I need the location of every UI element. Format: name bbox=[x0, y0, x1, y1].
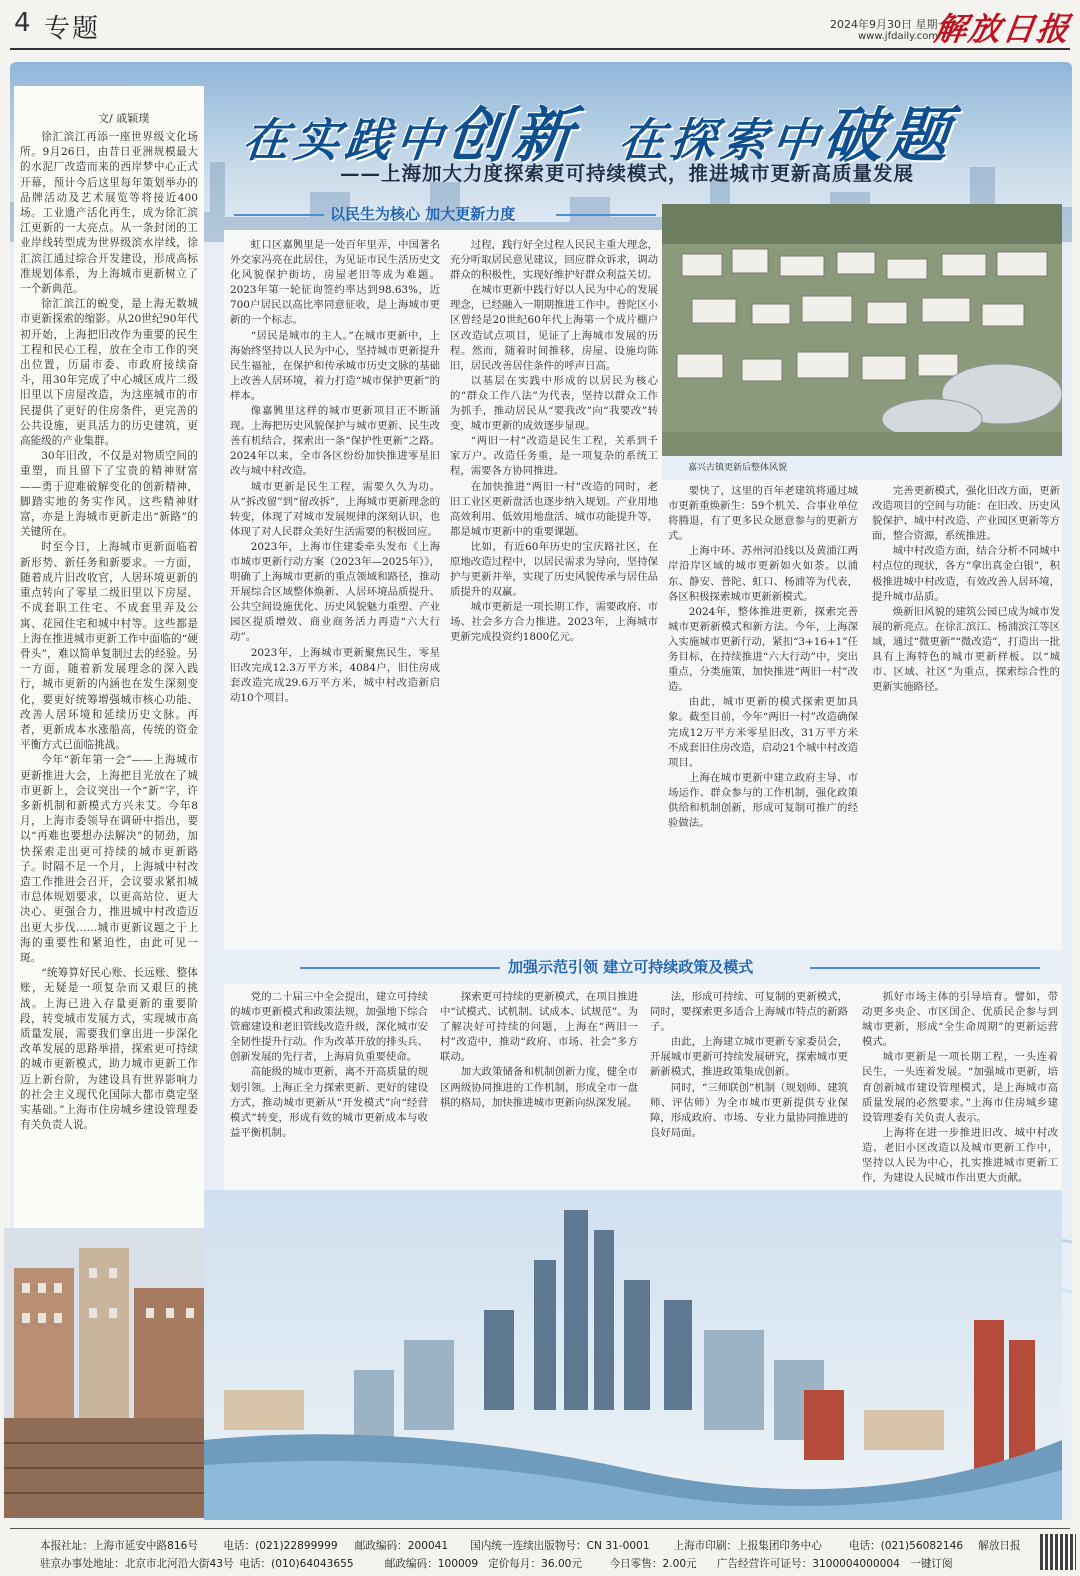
paragraph: 30年旧改，不仅是对物质空间的重塑，而且留下了宝贵的精神财富——勇于迎难破解变化的创新精神，脚踏实地的务实作风。这些精神财富，亦是上海城市更新走出“新路”的关键所在。 bbox=[20, 450, 198, 539]
left-column-text bbox=[20, 130, 198, 1133]
footer-address: 本报社址：上海市延安中路816号 bbox=[40, 1540, 198, 1552]
website-url[interactable]: www.jfdaily.com bbox=[858, 31, 939, 42]
footer-monthly-price: 定价每月：36.00元 bbox=[488, 1558, 583, 1570]
footer-retail-price: 今日零售：2.00元 bbox=[609, 1558, 697, 1570]
headline-part1a: 在实践中 bbox=[240, 113, 450, 167]
paragraph: 时至今日，上海城市更新面临着新形势、新任务和新要求。一方面，随着成片旧改收官，人居环境更新的重点转向了零星二级旧里以下房屋、不成套职工住宅、不成套里弄及公寓、花园住宅和城中村等。这些都是上海在推进城市更新工作中面临的“硬骨头”，难以简单复制过去的经验。另一方面，随着新发展理念的深入践行，城市更新的内涵也在发生深刻变化，要更好统筹增强城市核心功能、改善人居环境和延续历史文脉。再者，更新成本水涨船高，传统的资金平衡方式已面临挑战。 bbox=[20, 541, 198, 752]
headline-part2b: 破题 bbox=[819, 101, 958, 171]
paragraph: 加大政策储备和机制创新力度，健全市区两级协同推进的工作机制，形成全市一盘棋的格局，加快推进城市更新向纵深发展。 bbox=[440, 1066, 638, 1109]
paragraph: 党的二十届三中全会提出，建立可持续的城市更新模式和政策法规，加强地下综合管廊建设和老旧管线改造升级，深化城市安全韧性提升行动。作为改革开放的排头兵、创新发展的先行者，上海肩负重要使命。 bbox=[230, 991, 428, 1064]
paragraph: 城市更新是一项长期工作，需要政府、市场、社会多方合力推进。2023年，上海城市更新完成投资约1800亿元。 bbox=[450, 601, 658, 644]
paragraph: 同时，“三师联创”机制（规划师、建筑师、评估师）为全市城市更新提供专业保障，形成政府、市场、专业力量协同推进的良好局面。 bbox=[650, 1081, 848, 1139]
paragraph: 城市更新是一项长期工程，一头连着民生，一头连着发展。“加强城市更新，培育创新城市建设管理模式，是上海城市高质量发展的必然要求。”上海市住房城乡建设管理委有关负责人表示。 bbox=[862, 1051, 1058, 1124]
bottom-rule bbox=[10, 1528, 1070, 1529]
paragraph: 高能级的城市更新，离不开高质量的规划引领。上海正全力探索更新、更好的建设方式，推动城市更新从“开发模式”向“经营模式”转变，形成有效的城市更新成本与收益平衡机制。 bbox=[230, 1066, 428, 1139]
headline-part1b: 创新 bbox=[443, 101, 582, 171]
paragraph: 上海将在进一步推进旧改、城中村改造、老旧小区改造以及城市更新工作中，坚持以人民为中心，扎实推进城市更新工作，为建设人民城市作出更大贡献。 bbox=[862, 1126, 1058, 1185]
publication-date: 2024年9月30日 星期一 bbox=[830, 18, 949, 31]
footer-beijing-office: 驻京办事处地址：北京市北河沿大街43号 bbox=[40, 1558, 234, 1570]
paragraph: 比如，有近60年历史的宝庆路社区，在原地改造过程中，以居民需求为导向，坚持保护与更新并举，实现了历史风貌传承与居住品质提升的双赢。 bbox=[450, 540, 658, 599]
masthead bbox=[0, 0, 1080, 52]
footer bbox=[0, 1532, 1080, 1576]
headline-part2a: 在探索中 bbox=[616, 113, 826, 167]
ancient-town-aerial-photo bbox=[662, 204, 1062, 456]
paragraph: “两旧一村”改造是民生工程，关系到千家万户。改造任务重，是一项复杂的系统工程，需要各方协同推进。 bbox=[450, 435, 658, 478]
paragraph: 探索更可持续的更新模式，在项目推进中“试模式、试机制、试成本、试规范”。为了解决好可持续的问题，上海在“两旧一村”改造中，推动“政府、市场、社会”多方联动。 bbox=[440, 991, 638, 1064]
footer-brand: 解放日报 bbox=[978, 1540, 1021, 1552]
subtitle: ——上海加大力度探索更可持续模式，推进城市更新高质量发展 bbox=[340, 162, 915, 185]
section-rule bbox=[300, 967, 500, 969]
paragraph: “统筹算好民心账、长远账、整体账，无疑是一项复杂而又艰巨的挑战。上海已进入存量更新的重要阶段，转变城市发展方式，实现城市高质量发展，需要我们拿出进一步深化改革发展的思路举措，探索更可持续的城市更新模式，助力城市更新工作迈上新台阶，为建设具有世界影响力的社会主义现代化国际大都市奠定坚实基础。”上海市住房城乡建设管理委有关负责人说。 bbox=[20, 967, 198, 1132]
paragraph: 以基层在实践中形成的以居民为核心的“群众工作八法”为代表，坚持以群众工作为抓手，推动居民从“要我改”向“我要改”转变，城市更新的成效逐步显现。 bbox=[450, 374, 658, 433]
footer-row-2 bbox=[40, 1556, 990, 1571]
paragraph: 上海中环、苏州河沿线以及黄浦江两岸沿岸区域的城市更新如火如荼。以浦东、静安、普陀、虹口、杨浦等为代表，各区积极探索城市更新新模式。 bbox=[668, 545, 858, 603]
paragraph: 徐汇滨江的蜕变，是上海无数城市更新探索的缩影。从20世纪90年代初开始，上海把旧改作为重要的民生工程和民心工程，放在全市工作的突出位置，历届市委、市政府接续奋斗，用30年完成了中心城区成片二级旧里以下房屋改造，为这座城市的市民提供了更好的住房条件，更完善的公共设施，更具活力的历史建筑，更高能级的产业集群。 bbox=[20, 298, 198, 448]
paragraph: 2023年，上海城市更新聚焦民生，零星旧改完成12.3万平方米，4084户，旧住房成套改造完成29.6万平方米，城中村改造新启动10个项目。 bbox=[230, 646, 440, 704]
footer-printer: 上海市印刷：上报集团印务中心 bbox=[673, 1540, 822, 1552]
section-rule bbox=[556, 214, 656, 216]
section-rule bbox=[234, 214, 324, 216]
paragraph: 由此，城市更新的模式探索更加具象。截至目前，今年“两旧一村”改造确保完成12万平方米零星旧改，31万平方米不成套旧住房改造，启动21个城中村改造项目。 bbox=[668, 696, 858, 769]
paragraph: 抓好市场主体的引导培育。譬如，带动更多央企、市区国企、优质民企参与到城市更新，形成“全生命周期”的更新运营模式。 bbox=[862, 991, 1058, 1049]
section2-column-1 bbox=[230, 990, 428, 1190]
paragraph: 在城市更新中践行好以人民为中心的发展理念，已经融入一期期推进工作中。普陀区小区曾经是20世纪60年代上海第一个成片棚户区改造试点项目，见证了上海城市发展的历程。然而，随着时间推移，房屋、设施均陈旧，居民改善居住条件的呼声日高。 bbox=[450, 284, 658, 372]
byline: 文/ 戚颖璞 bbox=[98, 112, 150, 125]
paragraph: 由此，上海建立城市更新专家委员会，开展城市更新可持续发展研究，探索城市更新新模式，推进政策集成创新。 bbox=[650, 1036, 848, 1079]
section1-column-3 bbox=[668, 484, 858, 946]
paragraph: 徐汇滨江再添一座世界级文化场所。9月26日，由昔日亚洲规模最大的水泥厂改造而来的西岸梦中心正式开幕，预计今后这里每年策划举办的品牌活动及艺术展览等将接近400场。工业遗产活化再生，成为徐汇滨江更新的一大亮点。从一条封闭的工业岸线转型成为世界级滨水岸线，徐汇滨江通过综合开发建设，形成高标准规划体系，为上海城市更新树立了一个新典范。 bbox=[20, 131, 198, 296]
footer-beijing-postcode: 邮政编码：100009 bbox=[384, 1558, 479, 1570]
footer-serial: 国内统一连续出版物号：CN 31-0001 bbox=[470, 1540, 650, 1552]
footer-subscribe[interactable]: 一键订阅 bbox=[910, 1558, 953, 1570]
paragraph: 在加快推进“两旧一村”改造的同时，老旧工业区更新盘活也逐步纳入规划。产业用地高效利用、低效用地盘活、城市功能提升等，都是城市更新中的重要课题。 bbox=[450, 480, 658, 538]
section-name: 专题 bbox=[44, 14, 101, 44]
paragraph: 虹口区嘉興里是一处百年里弄，中国著名外交家冯亮在此居住，为见证市民生活历史文化风貌保护街坊，房屋老旧等成为难题。2023年第一轮征询签约率达到98.63%，近700户居民以高比率同意征收，是上海城市更新的一个标志。 bbox=[230, 239, 440, 327]
paragraph: 过程，践行好全过程人民民主重大理念，充分听取居民意见建议，回应群众诉求，调动群众的积极性，实现好维护好群众利益关切。 bbox=[450, 239, 658, 282]
paragraph: 2023年，上海市住建委牵头发布《上海市城市更新行动方案（2023年—2025年）》，明确了上海城市更新的重点领域和路径，推动开展综合区域整体焕新、人居环境品质提升、公共空间设施优化、历史风貌魅力重塑、产业园区提质增效、商业商务活力再造“六大行动”。 bbox=[230, 540, 440, 644]
paragraph: 法，形成可持续、可复制的更新模式，同时，要探索更多适合上海城市特点的新路子。 bbox=[650, 991, 848, 1034]
section-rule bbox=[810, 967, 1040, 969]
section1-heading: 以民生为核心 加大更新力度 bbox=[330, 205, 516, 223]
section1-column-2 bbox=[450, 238, 658, 948]
paragraph: 焕新旧风貌的建筑公园已成为城市发展的新亮点。在徐汇滨江、杨浦滨江等区域，通过“微更新”“微改造”，打造出一批具有上海特色的城市更新样板。以“城市、区域、社区”为重点，探索综合性的更新实施路径。 bbox=[872, 605, 1060, 694]
paragraph: 2024年，整体推进更新，探索完善城市更新新模式和新方法。今年，上海深入实施城市更新行动，紧扣“3+16+1”任务目标，在持续推进“六大行动”中，突出重点，分类施策，加快推进“两旧一村”改造。 bbox=[668, 605, 858, 694]
city-skyline-photo bbox=[204, 1190, 1062, 1520]
paragraph: “居民是城市的主人。”在城市更新中，上海始终坚持以人民为中心，坚持城市更新提升民生福祉，在保护和传承城市历史文脉的基础上改善人居环境，着力打造“城市保护更新”的样本。 bbox=[230, 329, 440, 402]
left-building-illustration bbox=[4, 1228, 210, 1518]
footer-beijing-phone: 电话：(010)64043655 bbox=[239, 1558, 354, 1570]
footer-ad-license: 广告经营许可证号：3100004000004 bbox=[716, 1558, 900, 1570]
section2-column-2 bbox=[440, 990, 638, 1190]
footer-printer-phone: 电话：(021)56082146 bbox=[848, 1540, 964, 1552]
paragraph: 要快了，这里的百年老建筑将通过城市更新重焕新生：59个机关、合事业单位将腾退，有了更多民众愿意参与的更新方式。 bbox=[668, 485, 858, 543]
paragraph: 今年“新年第一会”——上海城市更新推进大会，上海把目光放在了城市更新上，会议突出一个“新”字，许多新机制和新模式方兴未艾。今年8月，上海市委领导在调研中指出，要以“再难也要想办法解决”的韧劲，加快探索走出更可持续的城市更新路子。时隔不足一个月，上海城中村改造工作推进会召开，会议要求紧扣城市总体规划要求，以更高站位、更大决心、更强合力，推进城中村改造迈出更大步伐……城市更新议题之于上海的重要性和紧迫性，由此可见一斑。 bbox=[20, 754, 198, 964]
photo-caption: 嘉兴古镇更新后整体风貌 bbox=[688, 463, 788, 473]
paragraph: 完善更新模式，强化旧改方面，更新改造项目的空间与功能：在旧改、历史风貌保护、城中村改造、产业园区更新等方面，整合资源，系统推进。 bbox=[872, 485, 1060, 543]
section1-column-1 bbox=[230, 238, 440, 948]
page-number: 4 bbox=[14, 8, 31, 38]
qr-code[interactable] bbox=[1040, 1534, 1076, 1570]
top-rule bbox=[10, 48, 1070, 50]
newspaper-logo: 解放日报 bbox=[932, 10, 1074, 48]
footer-postcode: 邮政编码：200041 bbox=[354, 1540, 449, 1552]
paragraph: 城市更新是民生工程，需要久久为功。从“拆改留”到“留改拆”，上海城市更新理念的转变，体现了对城市发展规律的深刻认识，也体现了对人民群众美好生活需要的积极回应。 bbox=[230, 480, 440, 538]
section1-column-4 bbox=[872, 484, 1060, 946]
footer-row-1 bbox=[40, 1538, 1021, 1553]
section2-column-3 bbox=[650, 990, 848, 1190]
paragraph: 像嘉興里这样的城市更新项目正不断涌现。上海把历史风貌保护与城市更新、民生改善有机结合，探索出一条“保护性更新”之路。2024年以来，全市各区纷纷加快推进零星旧改与城中村改造。 bbox=[230, 405, 440, 478]
paragraph: 上海在城市更新中建立政府主导、市场运作、群众参与的工作机制，强化政策供给和机制创新，形成可复制可推广的经验做法。 bbox=[668, 771, 858, 830]
section2-heading: 加强示范引领 建立可持续政策及模式 bbox=[508, 958, 754, 976]
section2-column-4 bbox=[862, 990, 1058, 1190]
footer-phone: 电话：(021)22899999 bbox=[223, 1540, 338, 1552]
paragraph: 城中村改造方面，结合分析不同城中村点位的现状，各方“拿出真金白银”，积极推进城中村改造，有效改善人居环境，提升城市品质。 bbox=[872, 545, 1060, 603]
